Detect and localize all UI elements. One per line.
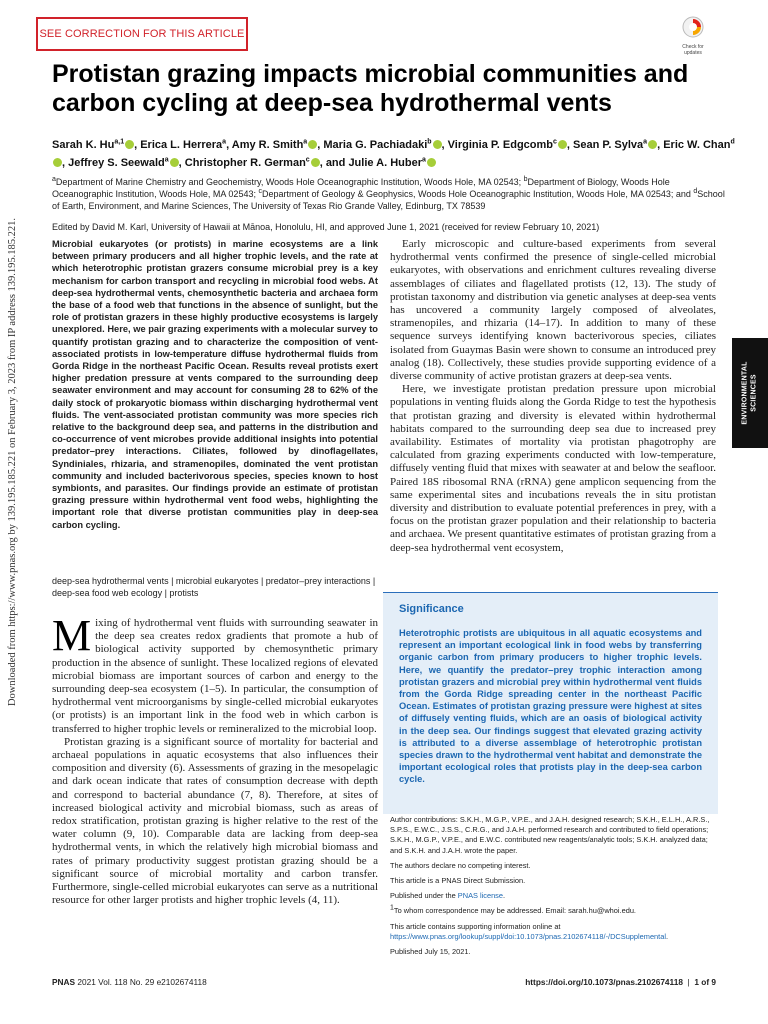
affiliation-text: Department of Geology & Geophysics, Woods Hole Oceanographic Institution, Woods Hole, MA 02543; and (261, 189, 694, 199)
affiliation-text: School of Earth, Environment, and Marine Sciences, The University of Texas Rio Grande Valley, Edinburg, TX 78539 (52, 189, 725, 211)
author-name[interactable]: Amy R. Smith (231, 139, 304, 151)
affiliation-sup: c (258, 188, 262, 195)
significance-text: Heterotrophic protists are ubiquitous in all aquatic ecosystems and represent an important ecological link in food webs by transferring organic carbon from primary producers to higher trophic levels. Here, we quantify the predator–prey trophic interaction among protistan grazers and microbial prey within hydrothermal vent fluids from the Gorda Ridge spreading center in the northeast Pacific Ocean. Estimates of protistan grazing pressure were highest at sites of diffusely venting fluids, which are an oasis of biological activity in the deep sea. Our findings suggest that elevated grazing activity is attributed to a diverse assemblage of heterotrophic protistan species drawn to the hydrothermal vent habitat and demonstrate the important ecological roles that protists play in the deep-sea carbon cycle. (399, 628, 702, 785)
affiliation-text: Department of Marine Chemistry and Geochemistry, Woods Hole Oceanographic Institution, Woods Hole, MA 02543; (55, 177, 524, 187)
author-name[interactable]: Maria G. Pachiadaki (323, 139, 428, 151)
check-for-updates-button[interactable] (676, 16, 710, 56)
keywords: deep-sea hydrothermal vents | microbial eukaryotes | predator–prey interactions | deep-sea food web ecology | protists (52, 576, 376, 598)
right-paragraph-1: Early microscopic and culture-based experiments from several hydrothermal vents confirmed the presence of single-celled microbial eukaryotes, with observations and enrichment cultures revealing diverse assemblages of ciliates and flagellated protists (12, 13). The study of protistan taxonomy and distribution via genetic analyses at deep-sea vents has uncovered a community largely composed of alveolates, stramenopiles, and rhizaria (14–17). In addition to many of these sequence surveys identifying known bacterivorous species, ciliates isolated from Guaymas Basin were shown to consume an introduced prey analog (18). Collectively, these studies provide supporting evidence of a diverse community of active protistan grazers at deep-sea vents. (390, 238, 716, 383)
author-separator: , (441, 139, 448, 151)
significance-title: Significance (399, 603, 464, 615)
significance-box (383, 592, 718, 814)
author-affiliation-sup: c (553, 138, 557, 146)
see-correction-link[interactable]: SEE CORRECTION FOR THIS ARTICLE (36, 17, 248, 51)
edited-by: Edited by David M. Karl, University of Hawaii at Mānoa, Honolulu, HI, and approved June 1, 2021 (received for review February 10, 2021) (52, 222, 600, 232)
abstract: Microbial eukaryotes (or protists) in marine ecosystems are a link between primary producers and all higher trophic levels, and the rate at which heterotrophic protistan grazers consume microbial prey is a key mechanism for carbon transport and recycling in microbial food webs. At deep-sea hydrothermal vents, chemosynthetic bacteria and archaea form the base of a food web that functions in the absence of sunlight, but the role of protistan grazers in these highly productive ecosystems is largely unexplored. Here, we pair grazing experiments with a molecular survey to quantify protistan grazing and to characterize the composition of vent-associated protists in low-temperature diffuse hydrothermal fluids from Gorda Ridge in the northeast Pacific Ocean. Results reveal protists exert higher predation pressure at vents compared to the surrounding deep seawater environment and may account for consuming 28 to 62% of the daily stock of prokaryotic biomass within discharging hydrothermal vent fluids. The vent-associated protistan community was more species rich relative to the background deep sea, and patterns in the distribution and co-occurrence of vent microbes provide additional insights into potential predator–prey interactions. Ciliates, followed by dinoflagellates, Syndiniales, rhizaria, and stramenopiles, dominated the vent protistan community and included bacterivorous species, species known to host symbionts, and parasites. Our findings provide an estimate of protistan grazing pressure within hydrothermal vent food webs, highlighting the important role that diverse protistan communities play in deep-sea carbon cycling. (52, 239, 378, 530)
author-separator: , (657, 139, 664, 151)
author-contributions: Author contributions: S.K.H., M.G.P., V.P.E., and J.A.H. designed research; S.K.H., E.L.H., A.R.S., S.P.S., E.W.C., J.S.S., C.R.G., and J.A.H. performed research and contributed to field operations; S.K.H., M.G.P., V.P.E., and E.W.C. contributed new reagents/analytic tools; S.K.H. analyzed data; and S.K.H. and J.A.H. wrote the paper. (390, 815, 710, 855)
author-name[interactable]: Christopher R. German (184, 157, 306, 169)
author-affiliation-sup: a (422, 156, 426, 164)
author-affiliation-sup: a (164, 156, 169, 164)
download-watermark (6, 217, 20, 707)
direct-submission: This article is a PNAS Direct Submission. (390, 876, 526, 886)
author-affiliation-sup: a (643, 138, 648, 146)
author-name[interactable]: Eric W. Chan (663, 139, 731, 151)
footer-doi: https://doi.org/10.1073/pnas.2102674118 | 1 of 9 (525, 977, 716, 987)
intro-paragraph-1: ixing of hydrothermal vent fluids with surrounding seawater in the deep sea creates redox gradients that promote a hub of biological activity supported by chemosynthetic primary production in the absence of sunlight. These localized regions of elevated microbial biomass are important sources of carbon and energy to the surrounding deep-sea ecosystem (1–5). In particular, the consumption of hydrothermal vent microorganisms by single-celled microbial eukaryotes (or protists) is an important link in the food web in which carbon is transferred to higher trophic levels or remineralized to the microbial loop. (52, 617, 378, 735)
author-list (52, 136, 742, 172)
page-number: 1 of 9 (694, 977, 716, 987)
article-title: Protistan grazing impacts microbial communities and carbon cycling at deep-sea hydrothermal vents (52, 60, 689, 117)
author-separator: , (134, 139, 141, 151)
introduction-right-column (390, 238, 716, 555)
section-tab (732, 338, 768, 448)
author-name[interactable]: Jeffrey S. Seewald (68, 157, 165, 169)
intro-paragraph-2: Protistan grazing is a significant source of mortality for bacterial and archaeal populations in aquatic ecosystems that also influences their composition and diversity (6). Assessments of grazing in the mesopelagic and dark ocean indicate that rates of consumption decrease with depth and correspond to bacterial abundance (7, 8). Therefore, at sites of increased biological activity and microbial biomass, such as areas of redox stratification, protistan grazing is higher relative to the rest of the water column (9, 10). Comparable data are lacking from deep-sea hydrothermal vents, in which the relatively high microbial biomass and rates of primary productivity suggest protistan grazing should be a significant source of microbial mortality and carbon transfer. Furthermore, single-celled microbial eukaryotes can serve as a nutritional resource for other larger protists and higher trophic levels (4, 11). (52, 735, 378, 907)
introduction-left-column (52, 611, 378, 907)
affiliation-sup: a (52, 176, 56, 183)
orcid-icon[interactable] (53, 158, 62, 167)
affiliation-sup: d (693, 188, 698, 195)
author-separator: , (62, 157, 69, 169)
check-updates-label: Check for updates (682, 44, 704, 56)
orcid-icon[interactable] (648, 140, 657, 149)
affiliation-sup: b (523, 176, 528, 183)
orcid-icon[interactable] (558, 140, 567, 149)
author-name[interactable]: Sarah K. Hu (52, 139, 115, 151)
orcid-icon[interactable] (125, 140, 134, 149)
author-affiliation-sup: a,1 (114, 138, 125, 146)
affiliation-text: Department of Biology, Woods Hole Oceanographic Institution, Woods Hole, MA 02543; (52, 177, 670, 199)
orcid-icon[interactable] (308, 140, 317, 149)
article-notes (390, 815, 716, 962)
page-footer (52, 975, 716, 989)
supporting-info-note: This article contains supporting information online at https://www.pnas.org/lookup/suppl/doi:10.1073/pnas.2102674118/-/DCSupplemental. (390, 921, 669, 941)
orcid-icon[interactable] (433, 140, 442, 149)
author-separator: , (566, 139, 574, 151)
author-affiliation-sup: b (427, 138, 432, 146)
download-watermark-text: Downloaded from https://www.pnas.org by 139.195.185.221 on February 3, 2023 from IP address 139.195.185.221. (7, 217, 18, 707)
affiliations (52, 176, 728, 212)
footer-citation: PNAS 2021 Vol. 118 No. 29 e2102674118 (52, 977, 207, 987)
author-affiliation-sup: d (730, 138, 735, 146)
author-separator: , (178, 157, 185, 169)
check-updates-icon (682, 16, 704, 38)
drop-cap: M (52, 611, 92, 660)
competing-interest: The authors declare no competing interest. (390, 860, 531, 870)
orcid-icon[interactable] (427, 158, 436, 167)
author-name[interactable]: Julie A. Huber (348, 157, 422, 169)
section-tab-label: ENVIRONMENTAL SCIENCES (741, 361, 757, 425)
author-affiliation-sup: a (303, 138, 308, 146)
orcid-icon[interactable] (170, 158, 179, 167)
supporting-info-link[interactable]: https://www.pnas.org/lookup/suppl/doi:10.1073/pnas.2102674118/-/DCSupplemental (390, 931, 666, 941)
author-affiliation-sup: c (305, 156, 310, 164)
right-paragraph-2: Here, we investigate protistan predation pressure upon microbial populations in venting fluids along the Gorda Ridge to test the hypothesis that protistan grazing and diversity is elevated within hydrothermal habitats compared to the surrounding deep sea due to increased prey availability. Estimates of mortality via protistan phagotrophy are calculated from grazing experiments conducted with low-temperature, diffusely venting fluid that mixes with seawater at and below the seafloor. Paired 18S ribosomal RNA (rRNA) gene amplicon sequencing from the same experimental sites and incubations reveals the in situ protistan diversity and distribution to evaluate potential preferences in prey, with a focus on the protistan grazer population and their relationship to bacteria and archaea. We present quantitative estimates of protistan grazing from a deep-sea hydrothermal vent ecosystem, (390, 383, 716, 554)
correspondence-note: $^1$To whom correspondence may be addressed. Email: sarah.hu@whoi.edu. (390, 904, 636, 916)
license-note: Published under the PNAS license. (390, 891, 506, 901)
author-separator: , (226, 139, 232, 151)
author-separator: , and (319, 157, 349, 169)
orcid-icon[interactable] (311, 158, 320, 167)
pnas-license-link[interactable]: PNAS license (457, 891, 503, 901)
author-affiliation-sup: a (222, 138, 227, 146)
doi-link[interactable]: https://doi.org/10.1073/pnas.2102674118 (525, 977, 683, 987)
author-name[interactable]: Erica L. Herrera (140, 139, 223, 151)
author-name[interactable]: Virginia P. Edgcomb (447, 139, 554, 151)
published-date: Published July 15, 2021. (390, 947, 471, 957)
author-separator: , (317, 139, 324, 151)
author-name[interactable]: Sean P. Sylva (573, 139, 644, 151)
